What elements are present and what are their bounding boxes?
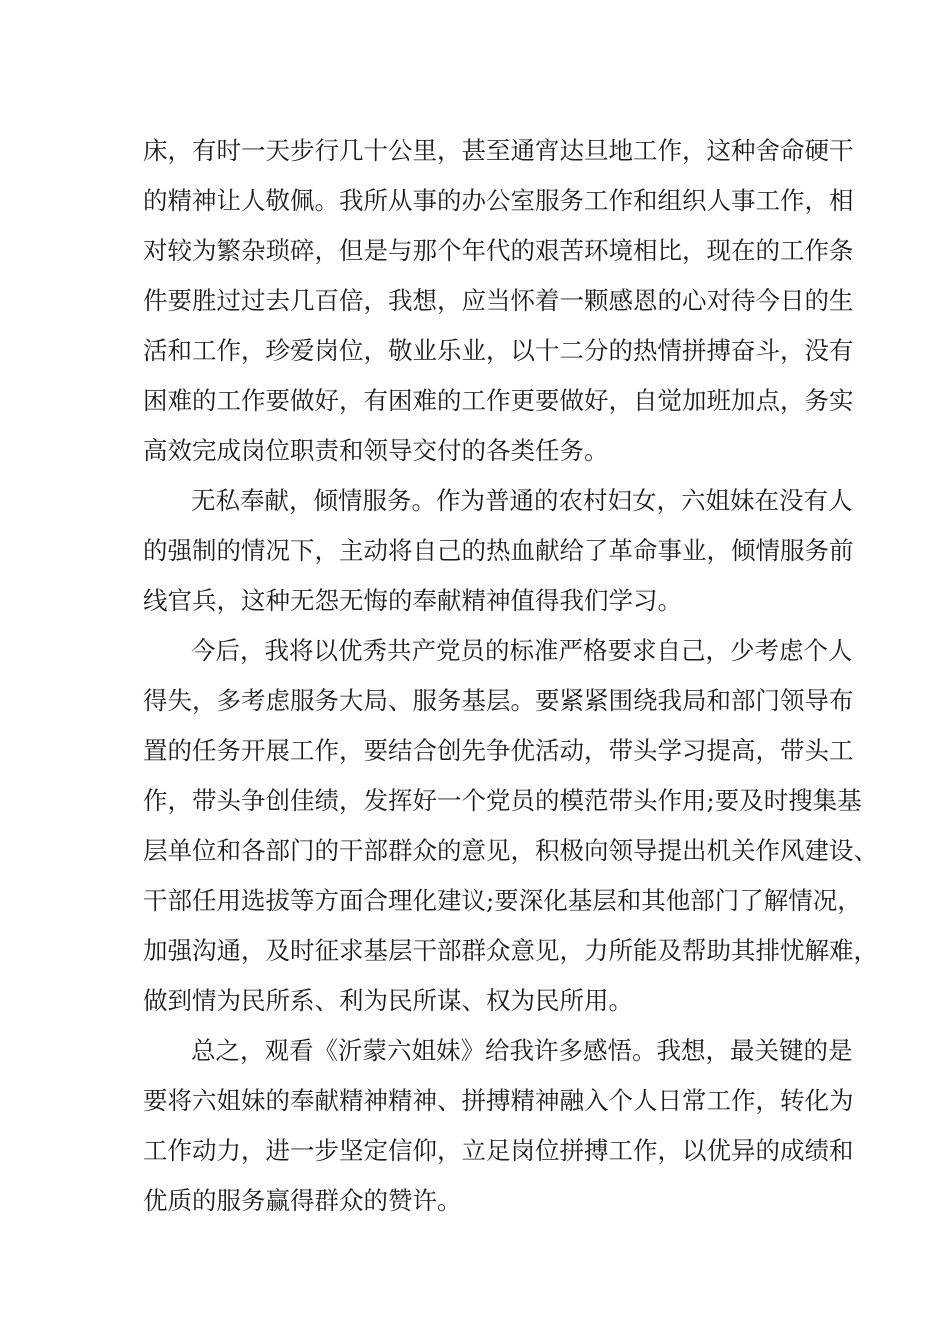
text-line: 对较为繁杂琐碎，但是与那个年代的艰苦环境相比，现在的工作条	[143, 236, 854, 265]
text-line: 床，有时一天步行几十公里，甚至通宵达旦地工作，这种舍命硬干	[143, 136, 854, 165]
text-line: 优质的服务赢得群众的赞许。	[143, 1186, 462, 1215]
text-line: 困难的工作要做好，有困难的工作更要做好，自觉加班加点，务实	[143, 386, 854, 415]
text-line: 做到情为民所系、利为民所谋、权为民所用。	[143, 986, 633, 1015]
text-line: 层单位和各部门的干部群众的意见，积极向领导提出机关作风建设、	[143, 836, 878, 865]
text-line: 件要胜过过去几百倍，我想，应当怀着一颗感恩的心对待今日的生	[143, 286, 854, 315]
text-line: 的精神让人敬佩。我所从事的办公室服务工作和组织人事工作，相	[143, 186, 854, 215]
text-line: 作，带头争创佳绩，发挥好一个党员的模范带头作用;要及时搜集基	[143, 786, 862, 815]
text-line: 线官兵，这种无怨无悔的奉献精神值得我们学习。	[143, 586, 682, 615]
text-line: 要将六姐妹的奉献精神精神、拼搏精神融入个人日常工作，转化为	[143, 1086, 854, 1115]
text-line: 干部任用选拔等方面合理化建议;要深化基层和其他部门了解情况，	[143, 886, 862, 915]
paragraph-first-line: 无私奉献，倾情服务。作为普通的农村妇女，六姐妹在没有人	[191, 486, 853, 515]
text-line: 得失，多考虑服务大局、服务基层。要紧紧围绕我局和部门领导布	[143, 686, 854, 715]
paragraph-first-line: 总之，观看《沂蒙六姐妹》给我许多感悟。我想，最关键的是	[191, 1036, 853, 1065]
paragraph-first-line: 今后，我将以优秀共产党员的标准严格要求自己，少考虑个人	[191, 636, 853, 665]
text-line: 加强沟通，及时征求基层干部群众意见，力所能及帮助其排忧解难，	[143, 936, 878, 965]
text-line: 置的任务开展工作，要结合创先争优活动，带头学习提高，带头工	[143, 736, 854, 765]
text-line: 的强制的情况下，主动将自己的热血献给了革命事业，倾情服务前	[143, 536, 854, 565]
text-line: 高效完成岗位职责和领导交付的各类任务。	[143, 436, 609, 465]
text-line: 活和工作，珍爱岗位，敬业乐业，以十二分的热情拼搏奋斗，没有	[143, 336, 854, 365]
text-line: 工作动力，进一步坚定信仰，立足岗位拼搏工作，以优异的成绩和	[143, 1136, 854, 1165]
